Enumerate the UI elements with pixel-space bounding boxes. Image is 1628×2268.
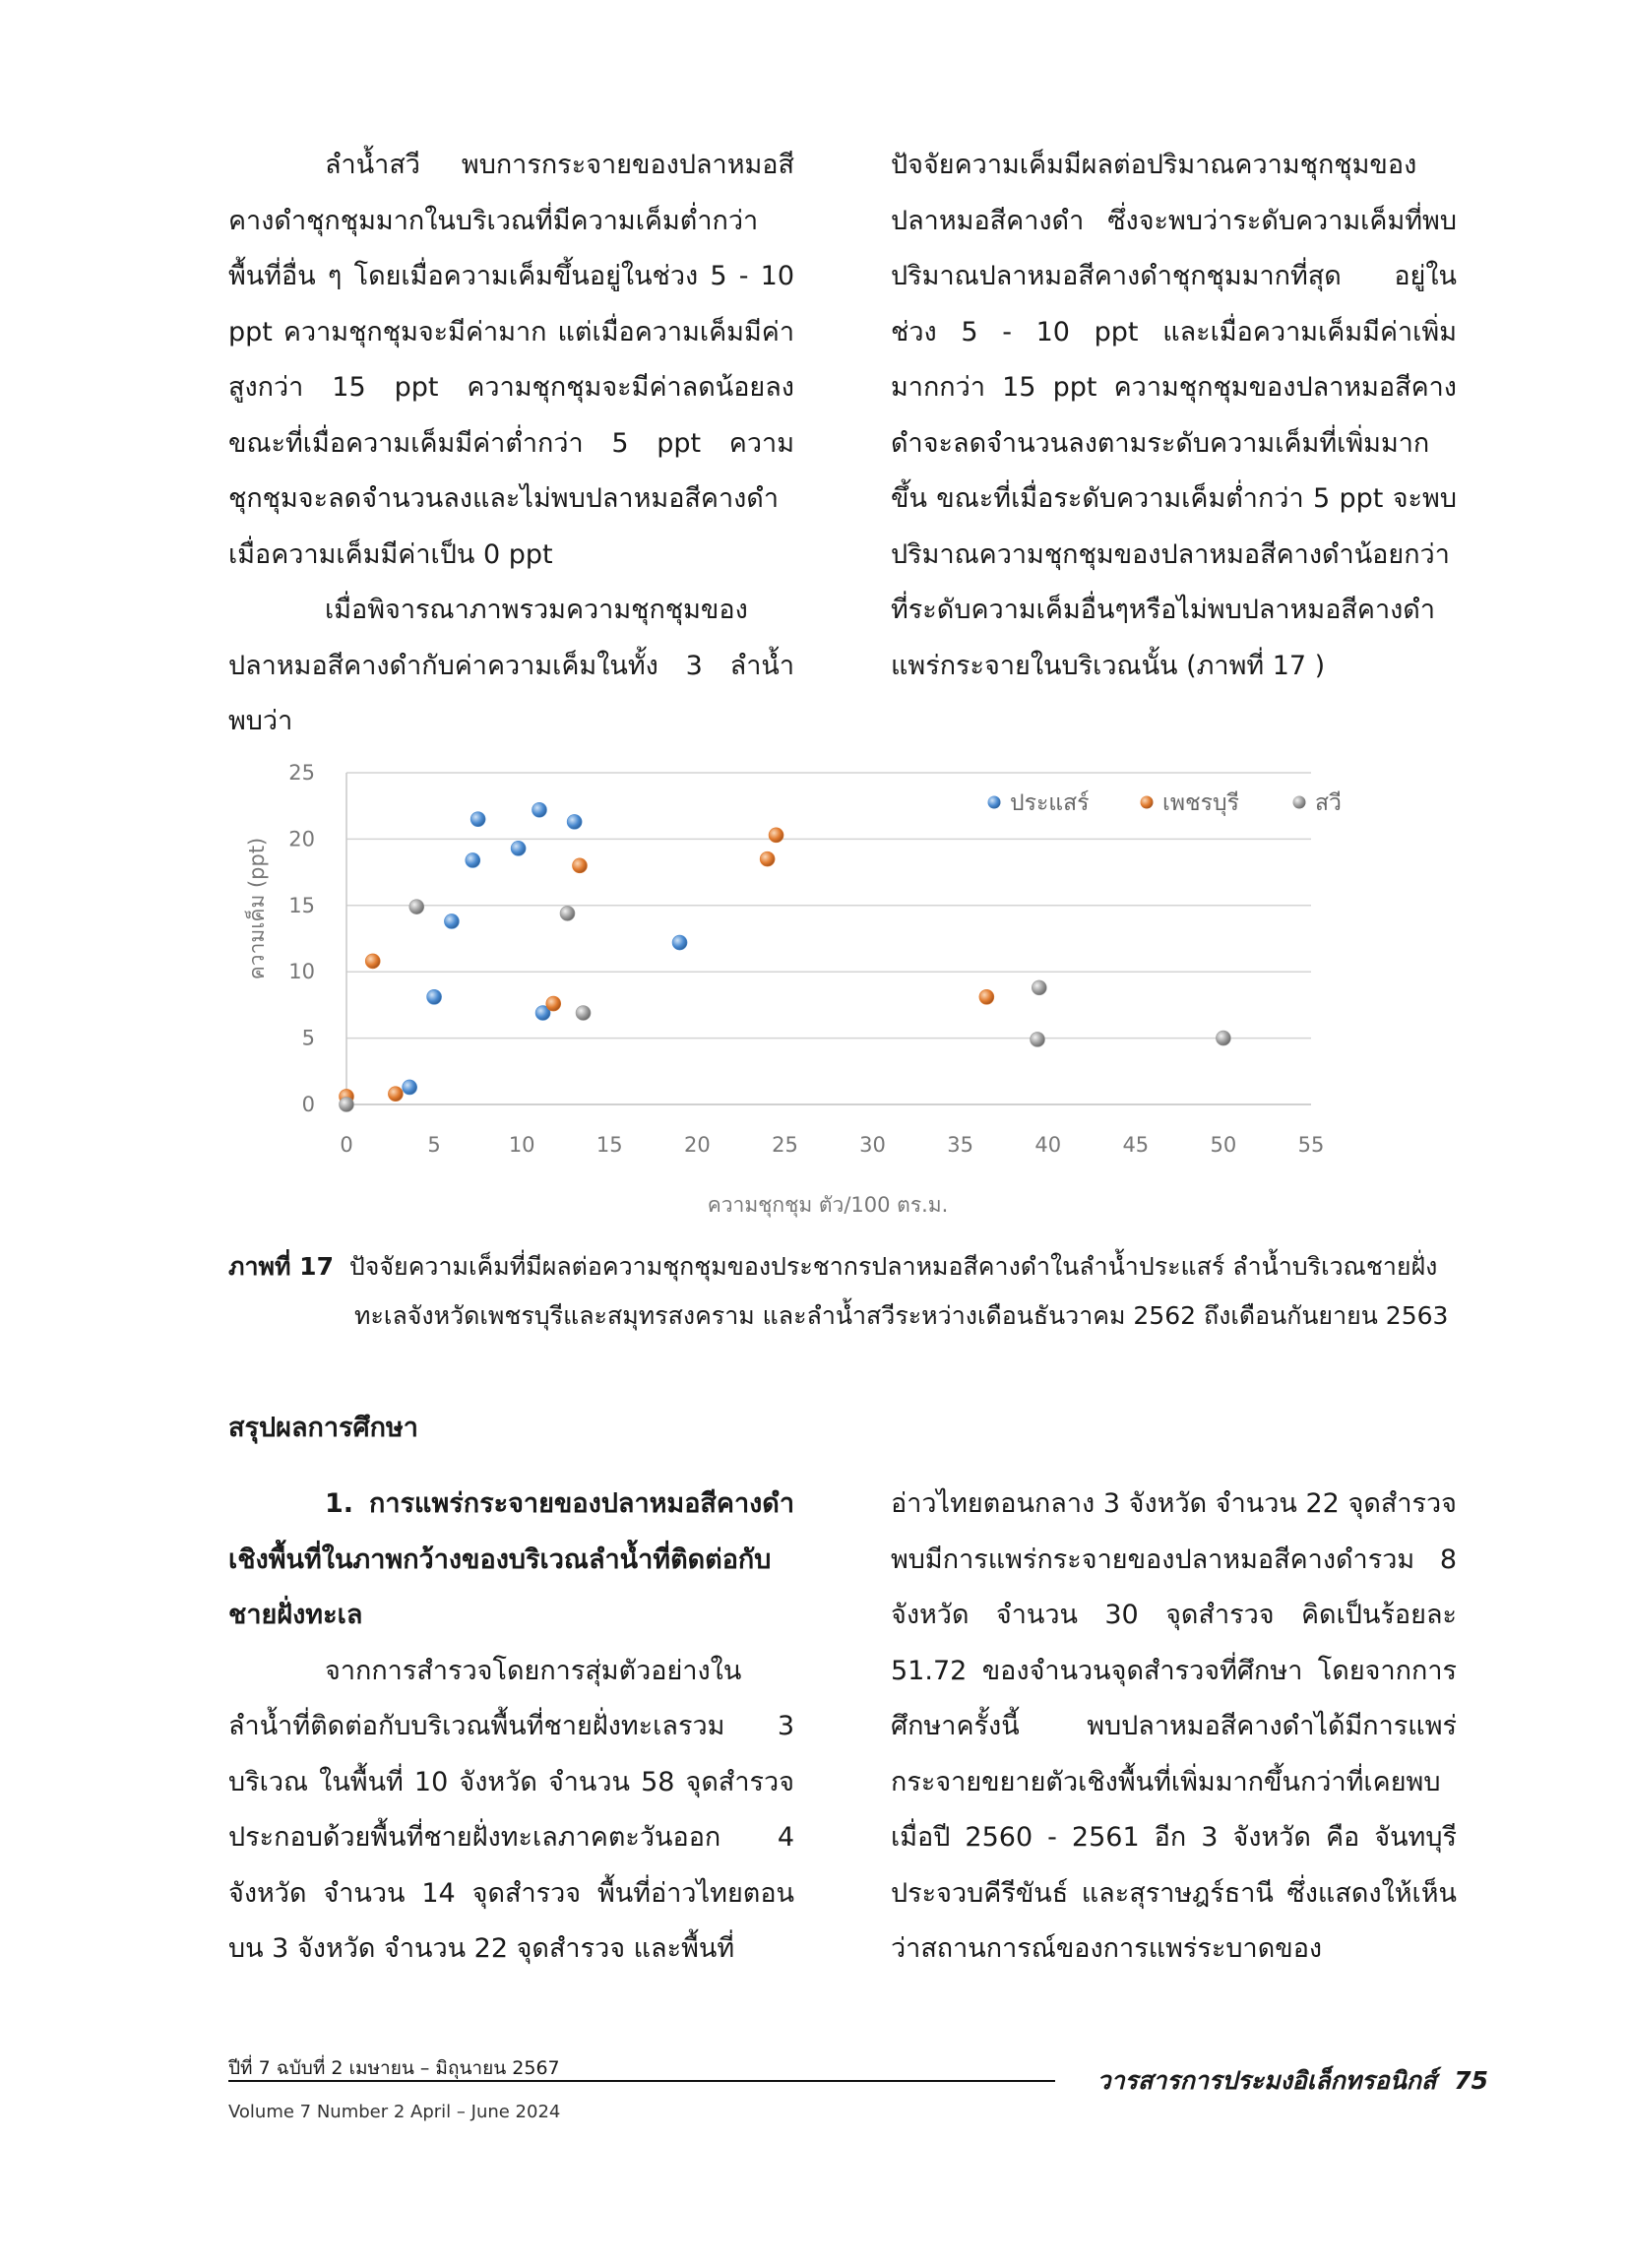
x-tick-label: 10 <box>508 1133 535 1157</box>
data-point <box>388 1087 403 1102</box>
y-axis-label: ความเค็ม (ppt) <box>245 837 269 980</box>
top-left-column <box>228 138 794 750</box>
x-tick-label: 0 <box>340 1133 353 1157</box>
x-tick-label: 5 <box>427 1133 441 1157</box>
data-point <box>511 841 526 855</box>
data-point <box>1216 1031 1230 1045</box>
paragraph: อ่าวไทยตอนกลาง 3 จังหวัด จำนวน 22 จุดสำรวจ พบมีการแพร่กระจายของปลาหมอสีคางดำรวม 8 จังหวัด จำนวน 30 จุดสำรวจ คิดเป็นร้อยละ 51.72 ของจำนวนจุดสำรวจที่ศึกษา โดยจากการศึกษาครั้งนี้ พบปลาหมอสีคางดำได้มีการแพร่กระจายขยายตัวเชิงพื้นที่เพิ่มมากขึ้นกว่าที่เคยพบเมื่อปี 2560 - 2561 อีก 3 จังหวัด คือ จันทบุรี ประจวบคีรีขันธ์ และสุราษฎร์ธานี ซึ่งแสดงให้เห็นว่าสถานการณ์ของการแพร่ระบาดของ <box>891 1488 1457 1964</box>
salinity-scatter-chart <box>236 748 1447 1230</box>
paragraph: เมื่อพิจารณาภาพรวมความชุกชุมของปลาหมอสีคางดำกับค่าความเค็มในทั้ง 3 ลำน้ำ พบว่า <box>228 595 794 736</box>
data-point <box>576 1005 591 1020</box>
footer-volume: Volume 7 Number 2 April – June 2024 <box>228 2102 561 2122</box>
paragraph: จากการสำรวจโดยการสุ่มตัวอย่างในลำน้ำที่ติดต่อกับบริเวณพื้นที่ชายฝั่งทะเลรวม 3 บริเวณ ในพื้นที่ 10 จังหวัด จำนวน 58 จุดสำรวจ ประกอบด้วยพื้นที่ชายฝั่งทะเลภาคตะวันออก 4 จังหวัด จำนวน 14 จุดสำรวจ พื้นที่อ่าวไทยตอนบน 3 จังหวัด จำนวน 22 จุดสำรวจ และพื้นที่ <box>228 1655 794 1964</box>
data-point <box>1031 1032 1045 1046</box>
data-point <box>546 996 561 1011</box>
legend-marker <box>1141 796 1154 809</box>
legend-marker <box>988 796 1001 809</box>
data-point <box>567 814 582 829</box>
legend-marker <box>1293 796 1306 809</box>
data-point <box>427 989 442 1004</box>
bottom-left-column <box>228 1477 794 1978</box>
paragraph: ลำน้ำสวี พบการกระจายของปลาหมอสีคางดำชุกชุมมากในบริเวณที่มีความเค็มต่ำกว่าพื้นที่อื่น ๆ โดยเมื่อความเค็มขึ้นอยู่ในช่วง 5 - 10 ppt ความชุกชุมจะมีค่ามาก แต่เมื่อความเค็มมีค่าสูงกว่า 15 ppt ความชุกชุมจะมีค่าลดน้อยลง ขณะที่เมื่อความเค็มมีค่าต่ำกว่า 5 ppt ความชุกชุมจะลดจำนวนลงและไม่พบปลาหมอสีคางดำ เมื่อความเค็มมีค่าเป็น 0 ppt <box>228 150 794 570</box>
data-point <box>409 900 424 914</box>
x-tick-label: 55 <box>1297 1133 1325 1157</box>
data-point <box>1032 980 1046 995</box>
y-tick-label: 5 <box>301 1026 315 1050</box>
footer-divider <box>228 2080 1055 2082</box>
section-title: สรุปผลการศึกษา <box>228 1413 418 1443</box>
x-tick-label: 15 <box>595 1133 623 1157</box>
x-tick-label: 40 <box>1034 1133 1062 1157</box>
legend-label: ประแสร์ <box>1010 790 1090 816</box>
data-point <box>365 954 380 969</box>
x-tick-label: 45 <box>1122 1133 1150 1157</box>
data-point <box>572 858 587 873</box>
x-tick-label: 25 <box>772 1133 798 1157</box>
y-tick-label: 0 <box>301 1093 315 1116</box>
data-point <box>466 852 480 867</box>
data-point <box>403 1080 417 1095</box>
data-point <box>444 914 459 928</box>
figure-caption <box>228 1242 1469 1341</box>
data-point <box>760 851 775 866</box>
x-tick-label: 50 <box>1210 1133 1237 1157</box>
top-right-column <box>891 138 1457 694</box>
x-tick-label: 35 <box>947 1133 974 1157</box>
x-axis-label: ความชุกชุม ตัว/100 ตร.ม. <box>707 1193 949 1217</box>
data-point <box>470 812 485 827</box>
footer-issue: ปีที่ 7 ฉบับที่ 2 เมษายน – มิถุนายน 2567 <box>228 2057 560 2079</box>
data-point <box>532 802 547 817</box>
legend-label: เพชรบุรี <box>1162 790 1239 816</box>
bottom-right-column <box>891 1477 1457 1978</box>
y-tick-label: 20 <box>288 827 315 851</box>
caption-line-1: ปัจจัยความเค็มที่มีผลต่อความชุกชุมของประชากรปลาหมอสีคางดำในลำน้ำประแสร์ ลำน้ำบริเวณชายฝั่ง <box>348 1252 1438 1281</box>
x-tick-label: 30 <box>859 1133 886 1157</box>
data-point <box>340 1098 354 1112</box>
page-number: 75 <box>1454 2066 1488 2095</box>
legend-label: สวี <box>1315 790 1342 816</box>
paragraph: ปัจจัยความเค็มมีผลต่อปริมาณความชุกชุมของปลาหมอสีคางดำ ซึ่งจะพบว่าระดับความเค็มที่พบปริมาณปลาหมอสีคางดำชุกชุมมากที่สุด อยู่ในช่วง 5 - 10 ppt และเมื่อความเค็มมีค่าเพิ่มมากกว่า 15 ppt ความชุกชุมของปลาหมอสีคางดำจะลดจำนวนลงตามระดับความเค็มที่เพิ่มมากขึ้น ขณะที่เมื่อระดับความเค็มต่ำกว่า 5 ppt จะพบปริมาณความชุกชุมของปลาหมอสีคางดำน้อยกว่าที่ระดับความเค็มอื่นๆหรือไม่พบปลาหมอสีคางดำแพร่กระจายในบริเวณนั้น (ภาพที่ 17 ) <box>891 150 1457 681</box>
caption-line-2: ทะเลจังหวัดเพชรบุรีและสมุทรสงคราม และลำน้ำสวีระหว่างเดือนธันวาคม 2562 ถึงเดือนกันยายน 2563 <box>354 1301 1449 1330</box>
data-point <box>560 906 575 920</box>
footer-journal <box>1097 2061 1488 2101</box>
data-point <box>979 989 994 1004</box>
x-tick-label: 20 <box>683 1133 711 1157</box>
subheading: 1. การแพร่กระจายของปลาหมอสีคางดำเชิงพื้นที่ในภาพกว้างของบริเวณลำน้ำที่ติดต่อกับชายฝั่งทะเล <box>228 1488 794 1630</box>
journal-name: วารสารการประมงอิเล็กทรอนิกส์ <box>1096 2066 1437 2095</box>
caption-label: ภาพที่ 17 <box>228 1252 334 1281</box>
y-tick-label: 10 <box>288 960 315 984</box>
y-tick-label: 15 <box>288 893 315 917</box>
y-tick-label: 25 <box>288 761 315 785</box>
data-point <box>769 828 783 843</box>
data-point <box>672 935 687 950</box>
